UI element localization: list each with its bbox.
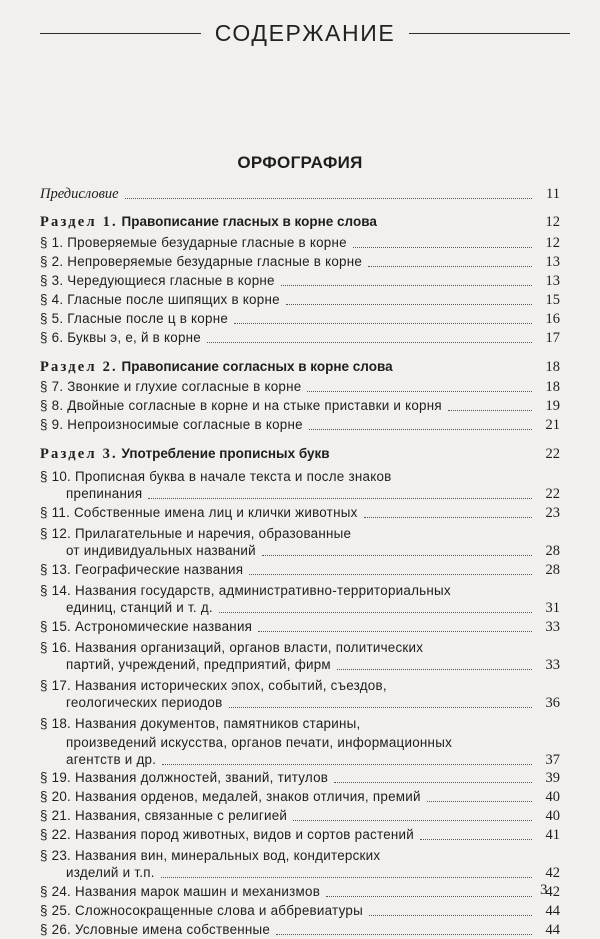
- entry-line: § 8. Двойные согласные в корне и на стыке приставки и корня: [40, 398, 442, 414]
- dot-leader: [262, 555, 532, 556]
- part-heading-text: [40, 446, 330, 463]
- toc-entry-last-line-text: [40, 600, 213, 617]
- dot-leader: [337, 669, 532, 670]
- dot-leader: [293, 820, 532, 821]
- entry-line: препинания: [66, 486, 143, 502]
- dot-leader: [162, 764, 532, 765]
- page-ref: 13: [545, 253, 560, 270]
- toc-entry-last-line-text: [40, 657, 331, 674]
- dot-leader: [427, 801, 532, 802]
- toc-preface-text: [40, 186, 119, 203]
- dot-leader: [258, 631, 532, 632]
- toc-entry-text: [40, 311, 228, 328]
- entry-line: § 5. Гласные после ц в корне: [40, 310, 229, 326]
- entry-line: § 24. Названия марок машин и механизмов: [40, 884, 321, 900]
- page-ref: 19: [545, 398, 560, 415]
- toc-entry: [40, 882, 560, 901]
- entry-line: § 12. Прилагательные и наречия, образованные: [40, 526, 352, 542]
- toc-entry-last-line: [40, 484, 560, 503]
- entry-line: от индивидуальных названий: [66, 543, 256, 559]
- page-ref: 44: [545, 903, 560, 920]
- toc-entry: [40, 328, 560, 347]
- entry-line: § 19. Названия должностей, званий, титулов: [40, 770, 329, 786]
- entry-line: § 17. Названия исторических эпох, событий, съездов,: [40, 677, 387, 693]
- dot-leader: [229, 707, 533, 708]
- toc-entry: [40, 522, 560, 541]
- toc-entry: [40, 233, 560, 252]
- toc-entry: [40, 503, 560, 522]
- toc-entry-last-line: [40, 655, 560, 674]
- part-heading-text: [40, 214, 377, 231]
- page-ref: 23: [545, 505, 560, 522]
- part-label: Раздел 3.: [40, 446, 118, 463]
- toc-entry-last-line: [40, 541, 560, 560]
- page-ref: 40: [545, 808, 560, 825]
- entry-line: § 2. Непроверяемые безударные гласные в корне: [40, 253, 363, 269]
- toc-entry: [40, 560, 560, 579]
- toc-entry-last-line: [40, 863, 560, 882]
- toc-entry-text: [40, 330, 201, 347]
- toc-entry: [40, 415, 560, 434]
- toc-entry-last-line: [40, 598, 560, 617]
- dot-leader: [281, 285, 532, 286]
- toc-entry-text: [40, 884, 320, 901]
- dot-leader: [207, 342, 532, 343]
- page-number: 3: [540, 882, 548, 898]
- entry-line: § 11. Собственные имена лиц и клички животных: [40, 505, 358, 521]
- toc-entry: [40, 271, 560, 290]
- toc-preface: [40, 184, 560, 203]
- page-ref: 44: [545, 922, 560, 939]
- toc-entry: [40, 825, 560, 844]
- page-ref: 22: [545, 446, 560, 463]
- preface-title: Предисловие: [40, 185, 119, 202]
- toc-entry: [40, 806, 560, 825]
- toc-entry-last-line-text: [40, 486, 142, 503]
- part-name: Правописание гласных в корне слова: [121, 213, 377, 229]
- page-header: [40, 18, 570, 48]
- entry-line: § 22. Названия пород животных, видов и сортов растений: [40, 827, 415, 843]
- dot-leader: [234, 323, 532, 324]
- toc-entry: [40, 397, 560, 416]
- entry-line: агентств и др.: [66, 751, 157, 767]
- toc-entry-text: [40, 235, 347, 252]
- page-ref: 42: [545, 865, 560, 882]
- toc-entry: [40, 378, 560, 397]
- toc-entry-text: [40, 827, 414, 844]
- toc-entry: [40, 252, 560, 271]
- toc-entry-last-line: [40, 693, 560, 712]
- entry-line: § 10. Прописная буква в начале текста и после знаков: [40, 469, 392, 485]
- toc-entry: [40, 674, 560, 693]
- entry-line: изделий и т.п.: [66, 865, 155, 881]
- entry-line: геологических периодов: [66, 694, 223, 710]
- dot-leader: [364, 517, 532, 518]
- toc-entry-text: [40, 903, 363, 920]
- page-ref: 17: [545, 329, 560, 346]
- entry-line: § 13. Географические названия: [40, 562, 244, 578]
- toc-entry-text: [40, 505, 358, 522]
- dot-leader: [369, 915, 532, 916]
- page-ref: 31: [545, 599, 560, 616]
- toc-entry: [40, 788, 560, 807]
- dot-leader: [326, 896, 532, 897]
- toc-entry: [40, 844, 560, 863]
- entry-line: § 14. Названия государств, административно-территориальных: [40, 582, 451, 598]
- toc-entry-continuation: [40, 731, 560, 750]
- entry-line: партий, учреждений, предприятий, фирм: [66, 656, 331, 672]
- entry-line: § 4. Гласные после шипящих в корне: [40, 291, 280, 307]
- page-ref: 33: [545, 656, 560, 673]
- dot-leader: [353, 247, 532, 248]
- toc-entry-text: [40, 292, 280, 309]
- page-ref: 40: [545, 789, 560, 806]
- page-ref: 41: [545, 827, 560, 844]
- toc-part-heading: [40, 357, 560, 376]
- dot-leader: [148, 498, 532, 499]
- part-label: Раздел 1.: [40, 213, 118, 230]
- toc-part-heading: [40, 212, 560, 231]
- page-title: СОДЕРЖАНИЕ: [214, 19, 396, 46]
- dot-leader: [161, 877, 532, 878]
- entry-line: § 7. Звонкие и глухие согласные в корне: [40, 379, 302, 395]
- entry-line: § 6. Буквы э, е, й в корне: [40, 329, 202, 345]
- header-rule-right: [409, 33, 570, 34]
- toc-entry-last-line-text: [40, 695, 223, 712]
- page-ref: 21: [545, 417, 560, 434]
- dot-leader: [334, 782, 532, 783]
- entry-line: § 21. Названия, связанные с религией: [40, 808, 288, 824]
- toc-entry: [40, 636, 560, 655]
- section-title: ОРФОГРАФИЯ: [237, 153, 363, 172]
- entry-line: § 23. Названия вин, минеральных вод, кондитерских: [40, 848, 381, 864]
- toc-entry: [40, 309, 560, 328]
- dot-leader: [420, 839, 532, 840]
- page-ref: 13: [545, 272, 560, 289]
- toc-entry-last-line-text: [40, 752, 156, 769]
- dot-leader: [368, 266, 532, 267]
- toc-entry-text: [40, 417, 303, 434]
- dot-leader: [286, 304, 532, 305]
- part-label: Раздел 2.: [40, 358, 118, 375]
- dot-leader: [309, 429, 532, 430]
- toc-entry-text: [40, 619, 252, 636]
- toc-entry: [40, 769, 560, 788]
- toc-entry: [40, 901, 560, 920]
- page-ref: 22: [545, 486, 560, 503]
- toc-entry-text: [40, 770, 328, 787]
- toc-entry: [40, 617, 560, 636]
- entry-line: § 18. Названия документов, памятников старины,: [40, 715, 361, 731]
- dot-leader: [276, 934, 532, 935]
- dot-leader: [448, 410, 532, 411]
- toc-entry-text: [40, 254, 362, 271]
- page-ref: 12: [545, 213, 560, 230]
- entry-line: § 26. Условные имена собственные: [40, 922, 271, 938]
- dot-leader: [307, 391, 532, 392]
- toc-entry-last-line-text: [40, 543, 256, 560]
- toc-entry-text: [40, 562, 243, 579]
- page-ref: 28: [545, 543, 560, 560]
- toc-entry: [40, 920, 560, 939]
- page-ref: 18: [545, 379, 560, 396]
- toc-entry-text: [40, 789, 421, 806]
- dot-leader: [219, 612, 532, 613]
- entry-line: § 1. Проверяемые безударные гласные в корне: [40, 234, 347, 250]
- toc-entry-text: [40, 379, 301, 396]
- toc-entry: [40, 579, 560, 598]
- page-ref: 15: [545, 291, 560, 308]
- entry-line: § 3. Чередующиеся гласные в корне: [40, 272, 275, 288]
- page-ref: 39: [545, 770, 560, 787]
- toc-entry-text: [40, 398, 442, 415]
- page-ref: 33: [545, 618, 560, 635]
- page-ref: 12: [545, 234, 560, 251]
- page-ref: 11: [546, 185, 560, 202]
- toc-entry-text: [40, 922, 270, 939]
- toc-entry-text: [40, 808, 287, 825]
- toc-entry-last-line: [40, 750, 560, 769]
- page-ref: 37: [545, 751, 560, 768]
- entry-line: § 9. Непроизносимые согласные в корне: [40, 417, 303, 433]
- entry-line: § 25. Сложносокращенные слова и аббревиатуры: [40, 903, 363, 919]
- toc-entry-last-line-text: [40, 865, 155, 882]
- part-name: Правописание согласных в корне слова: [121, 358, 393, 374]
- entry-line: произведений искусства, органов печати, информационных: [66, 734, 453, 750]
- header-rule-left: [40, 33, 201, 34]
- page-ref: 28: [545, 562, 560, 579]
- toc-entry: [40, 465, 560, 484]
- entry-line: § 15. Астрономические названия: [40, 618, 253, 634]
- entry-line: единиц, станций и т. д.: [66, 599, 213, 615]
- entry-line: § 16. Названия организаций, органов власти, политических: [40, 639, 424, 655]
- page-ref: 16: [545, 310, 560, 327]
- toc-entry: [40, 712, 560, 731]
- part-heading-text: [40, 359, 393, 376]
- toc-entry: [40, 290, 560, 309]
- dot-leader: [125, 198, 532, 199]
- page-ref: 18: [545, 358, 560, 375]
- entry-line: § 20. Названия орденов, медалей, знаков отличия, премий: [40, 789, 421, 805]
- toc-part-heading: [40, 444, 560, 463]
- toc-entry-text: [40, 273, 275, 290]
- dot-leader: [249, 574, 532, 575]
- part-name: Употребление прописных букв: [121, 446, 330, 462]
- page-ref: 36: [545, 694, 560, 711]
- page-ref: 42: [545, 884, 560, 901]
